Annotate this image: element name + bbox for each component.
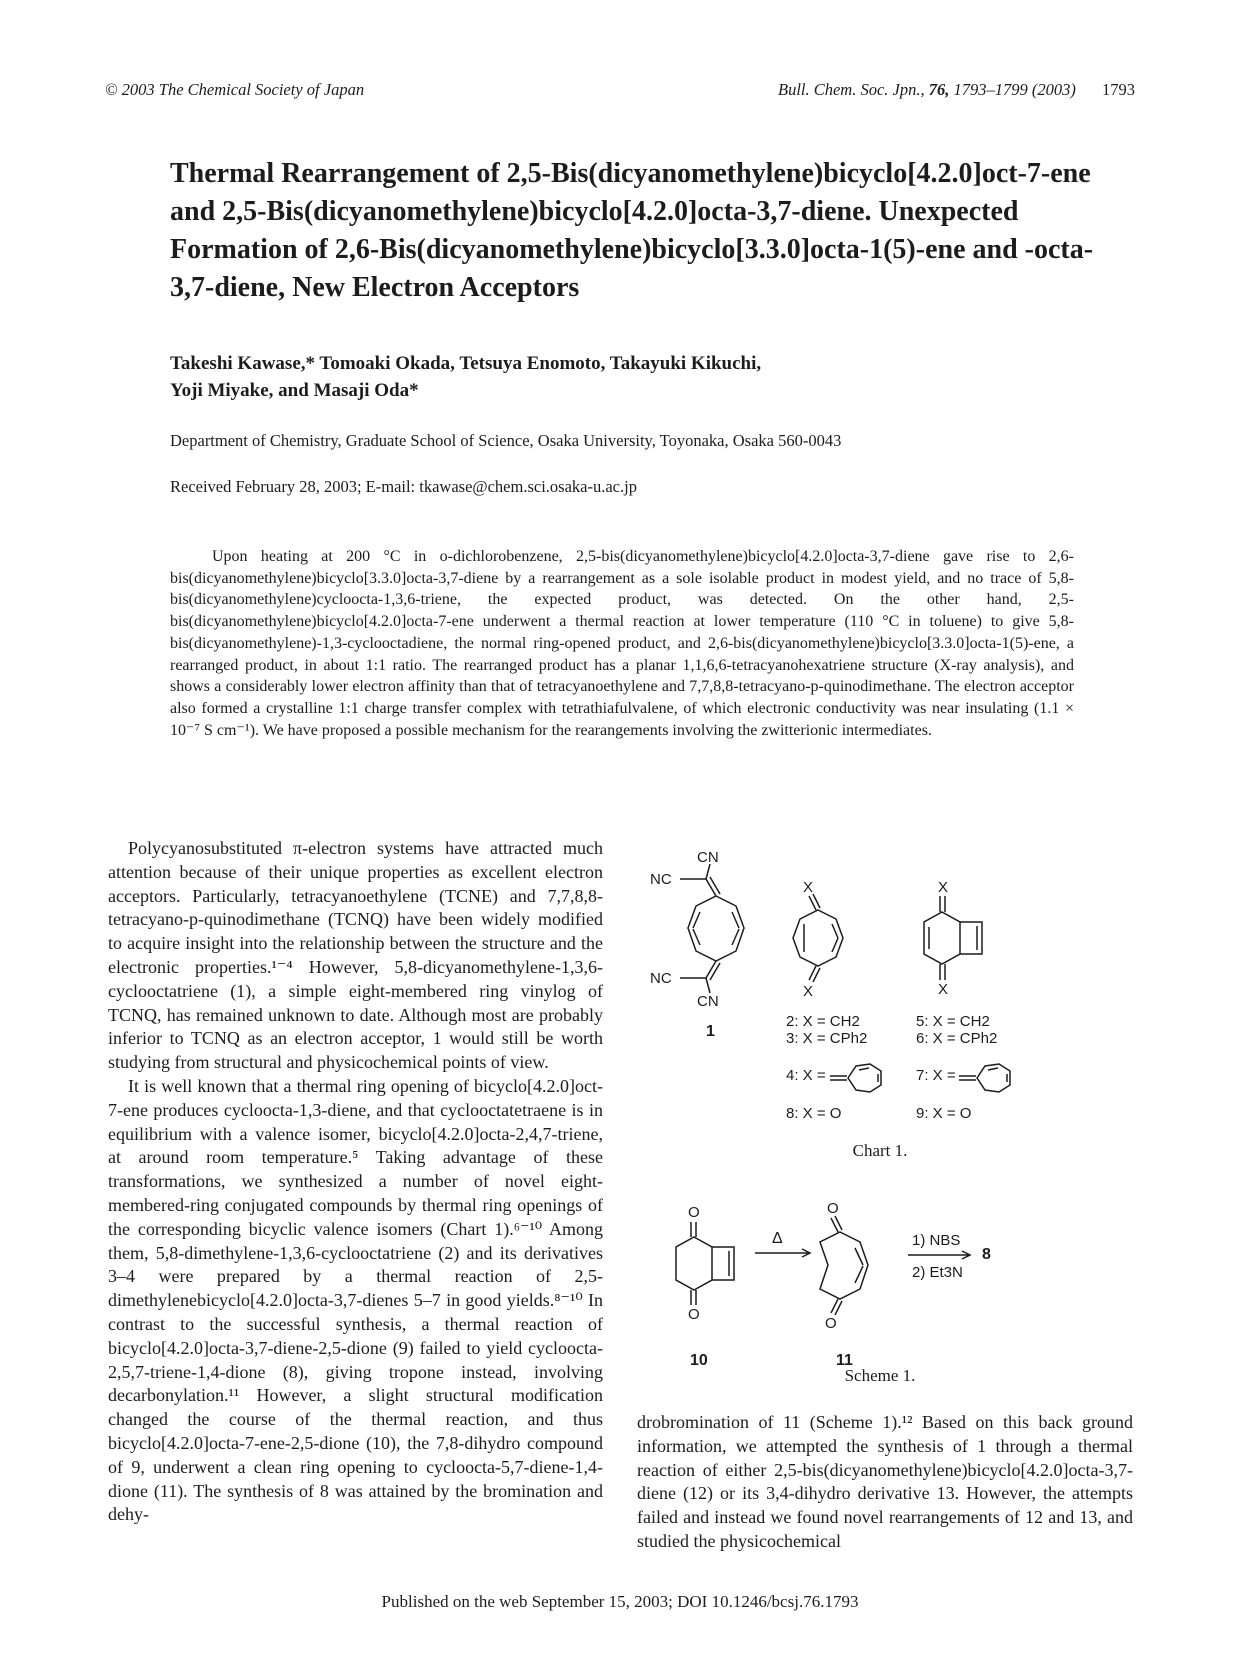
chart-label-7: 7: X = [916,1067,956,1084]
cn-label: CN [697,849,719,866]
chart-label-2: 2: X = CH2 [786,1013,860,1030]
oxygen-label: O [825,1315,837,1332]
chart-label-3: 3: X = CPh2 [786,1030,868,1047]
oxygen-label: O [688,1306,700,1323]
oxygen-label: O [688,1204,700,1221]
chart-label-6: 6: X = CPh2 [916,1030,998,1047]
compound-1-label: 1 [706,1023,715,1040]
heat-arrow [755,1230,810,1257]
chart-label-5: 5: X = CH2 [916,1013,990,1030]
body-right-column [637,1411,1133,1554]
body-left-column [108,837,603,1527]
reagent-arrow [908,1232,991,1281]
cn-label: CN [697,993,719,1010]
body-paragraph-2: It is well known that a thermal ring opening of bicyclo[4.2.0]oct-7-ene produces cycloocta-1,3-diene, and that cyclooctatetraene is in equilibrium with a valence isomer, bicyclo[4.2.0]octa-2,4,7-triene, at around room temperature.⁵ Taking advantage of these transformations, we synthesized a number of novel eight-membered-ring conjugated compounds by thermal ring openings of the corresponding bicyclic valence isomers (Chart 1).⁶⁻¹⁰ Among them, 5,8-dimethylene-1,3,6-cyclooctatriene (2) and its derivatives 3–4 were prepared by a thermal reaction of 2,5-dimethylenebicyclo[4.2.0]octa-3,7-dienes 5–7 in good yields.⁸⁻¹⁰ In contrast to the successful synthesis, a thermal reaction of bicyclo[4.2.0]octa-3,7-diene-2,5-dione (9) failed to yield cycloocta-2,5,7-triene-1,4-dione (8), giving tropone instead, involving decarbonylation.¹¹ However, a slight structural modification changed the course of the thermal reaction, and thus bicyclo[4.2.0]octa-7-ene-2,5-dione (10), the 7,8-dihydro compound of 9, underwent a clean ring opening to cycloocta-5,7-diene-1,4-dione (11). The synthesis of 8 was attained by the bromination and dehy- [108,1075,603,1525]
compound-10-label: 10 [690,1352,708,1369]
journal-volume: 76, [928,80,950,99]
paper-title: Thermal Rearrangement of 2,5-Bis(dicyanomethylene)bicyclo[4.2.0]oct-7-ene and 2,5-Bis(dicyanomethylene)bicyclo[4.2.0]octa-3,7-diene. Unexpected Formation of 2,6-Bis(dicyanomethylene)bicyclo[3.3.0]octa-1(5)-ene and -octa-3,7-diene, New Electron Acceptors [170,158,1094,303]
chart-1-caption: Chart 1. [852,1141,908,1160]
author-list [170,350,970,404]
scheme-1-caption: Scheme 1. [844,1366,916,1385]
chart-label-9: 9: X = O [916,1105,972,1122]
header-citation [778,80,1135,100]
page-number: 1793 [1102,80,1135,99]
bicyclic-x-structure [924,879,982,998]
reagent-step-2: 2) Et3N [912,1264,963,1281]
author-line-1: Takeshi Kawase,* Tomoaki Okada, Tetsuya Enomoto, Takayuki Kikuchi, [170,353,762,374]
chart-1-structures [650,840,1110,1170]
nc-label: NC [650,871,672,888]
x-label: X [938,879,949,896]
delta-label: Δ [772,1230,783,1247]
compound-10-structure [676,1204,734,1369]
cycloheptatriene-icon [830,1064,881,1092]
received-date: Received February 28, 2003; E-mail: tkawase@chem.sci.osaka-u.ac.jp [170,477,637,496]
body-paragraph-1: Polycyanosubstituted π-electron systems have attracted much attention because of their unique properties as excellent electron acceptors. Particularly, tetracyanoethylene (TCNE) and 7,7,8,8-tetracyano-p-quinodimethane (TCNQ) have been widely modified to acquire insight into the relationship between the structure and the electronic properties.¹⁻⁴ However, 5,8-dicyanomethylene-1,3,6-cyclooctatriene (1), a simple eight-membered ring vinylog of TCNQ, has remained unknown to date. Although most are probably inferior to TCNQ as an electron acceptor, 1 would still be worth studying from structural and physicochemical points of view. [108,838,603,1073]
cyclooctatriene-x-structure [793,879,843,1000]
x-label: X [938,981,949,998]
footer-doi: Published on the web September 15, 2003; DOI 10.1246/bcsj.76.1793 [381,1592,859,1611]
author-line-2: Yoji Miyake, and Masaji Oda* [170,380,419,401]
chart-label-8: 8: X = O [786,1105,842,1122]
cycloheptatriene-icon [959,1064,1010,1092]
product-8-label: 8 [982,1246,991,1263]
journal-name: Bull. Chem. Soc. Jpn., [777,80,925,99]
reagent-step-1: 1) NBS [912,1232,961,1249]
header-copyright: © 2003 The Chemical Society of Japan [105,80,365,99]
affiliation: Department of Chemistry, Graduate School of Science, Osaka University, Toyonaka, Osaka 560-0043 [170,431,842,450]
compound-11-structure [820,1200,868,1369]
oxygen-label: O [827,1200,839,1217]
x-label: X [803,983,814,1000]
abstract: Upon heating at 200 °C in o-dichlorobenzene, 2,5-bis(dicyanomethylene)bicyclo[4.2.0]octa-3,7-diene gave rise to 2,6-bis(dicyanomethylene)bicyclo[3.3.0]octa-3,7-diene by a rearrangement as a sole isolable product in modest yield, and no trace of 5,8-bis(dicyanomethylene)cycloocta-1,3,6-triene, the expected product, was detected. On the other hand, 2,5-bis(dicyanomethylene)bicyclo[4.2.0]octa-7-ene underwent a thermal reaction at lower temperature (110 °C in toluene) to give 5,8-bis(dicyanomethylene)-1,3-cyclooctadiene, the normal ring-opened product, and 2,6-bis(dicyanomethylene)bicyclo[3.3.0]octa-1(5)-ene, a rearranged product, in about 1:1 ratio. The rearranged product has a planar 1,1,6,6-tetracyanohexatriene structure (X-ray analysis), and shows a considerably lower electron affinity than that of tetracyanoethylene and 7,7,8,8-tetracyano-p-quinodimethane. The electron acceptor also formed a crystalline 1:1 charge transfer complex with tetrathiafulvalene, of which electronic conductivity was near insulating (1.1 × 10⁻⁷ S cm⁻¹). We have proposed a possible mechanism for the rearangements involving the zwitterionic intermediates. [170,548,1074,739]
journal-pages: 1793–1799 (2003) [953,80,1076,99]
chart-label-4: 4: X = [786,1067,826,1084]
body-paragraph-3: drobromination of 11 (Scheme 1).¹² Based on this back ground information, we attempted the synthesis of 1 through a thermal reaction of either 2,5-bis(dicyanomethylene)bicyclo[4.2.0]octa-3,7-diene (12) or its 3,4-dihydro derivative 13. However, the attempts failed and instead we found novel rearrangements of 12 and 13, and studied the physicochemical [637,1412,1133,1551]
compound-11-label: 11 [836,1352,853,1369]
compound-1-structure [650,849,744,1040]
scheme-1-reaction [650,1195,1110,1385]
nc-label: NC [650,970,672,987]
x-label: X [803,879,814,896]
